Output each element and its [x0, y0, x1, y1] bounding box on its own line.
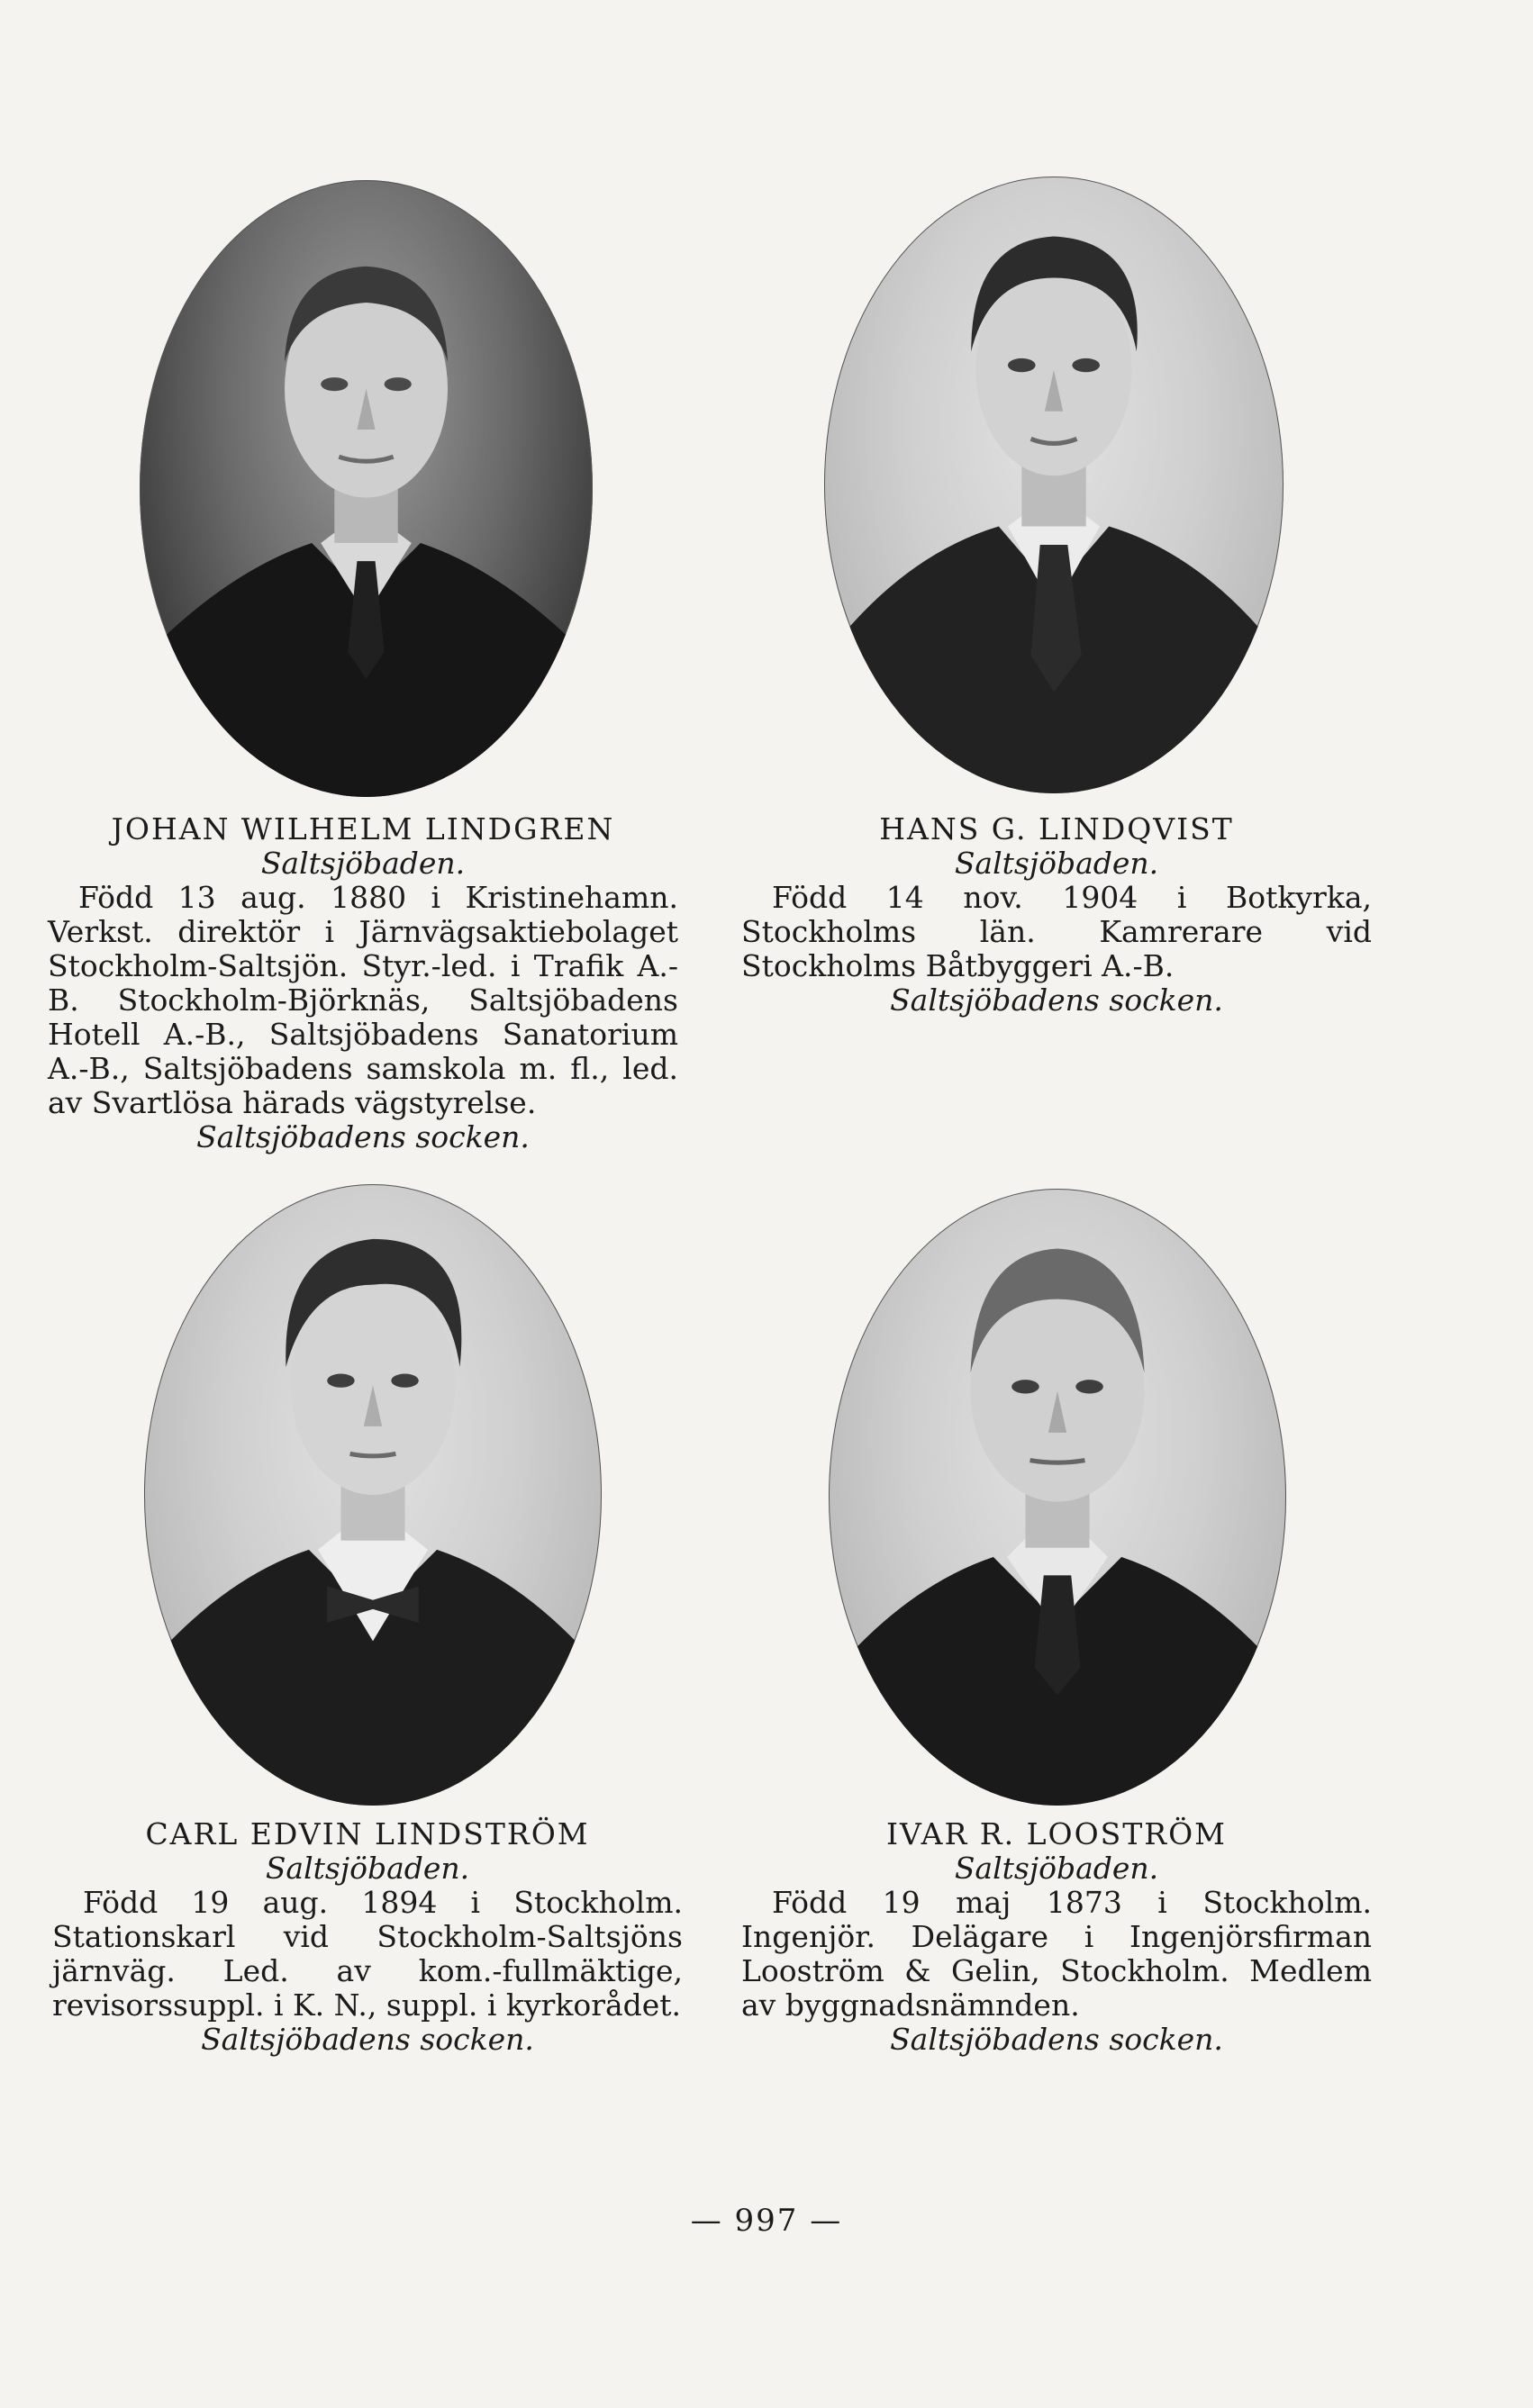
parish: Saltsjöbadens socken. [201, 2022, 534, 2057]
biography: Född 19 maj 1873 i Stockholm. Ingenjör. Delägare i Ingenjörsfirman Looström & Gelin, Stockholm. Medlem av byggnadsnämnden. [741, 1885, 1372, 2023]
person-name: HANS G. LINDQVIST [879, 811, 1234, 846]
person-name: IVAR R. LOOSTRÖM [886, 1816, 1227, 1851]
parish: Saltsjöbadens socken. [890, 2022, 1223, 2057]
residence: Saltsjöbaden. [954, 1851, 1159, 1886]
biography: Född 13 aug. 1880 i Kristinehamn. Verkst. direktör i Järnvägsaktiebolaget Stockholm-Saltsjön. Styr.-led. i Trafik A.-B. Stockholm-Björknäs, Saltsjöbadens Hotell A.-B., Saltsjöbadens Sanatorium A.-B., Saltsjöbadens samskola m. fl., led. av Svartlösa härads vägstyrelse. [48, 880, 678, 1120]
residence: Saltsjöbaden. [260, 846, 466, 881]
parish: Saltsjöbadens socken. [890, 982, 1223, 1018]
portrait-photo [144, 1184, 602, 1806]
biography: Född 14 nov. 1904 i Botkyrka, Stockholms län. Kamrerare vid Stockholms Båtbyggeri A.-B. [741, 880, 1372, 983]
page-number: — 997 — [690, 2203, 843, 2239]
residence: Saltsjöbaden. [265, 1851, 470, 1886]
parish: Saltsjöbadens socken. [196, 1119, 530, 1154]
portrait-photo [140, 180, 593, 797]
portrait-photo [829, 1189, 1286, 1806]
residence: Saltsjöbaden. [954, 846, 1159, 881]
person-name: JOHAN WILHELM LINDGREN [111, 811, 615, 846]
person-name: CARL EDVIN LINDSTRÖM [145, 1816, 590, 1851]
portrait-photo [824, 177, 1284, 793]
biography: Född 19 aug. 1894 i Stockholm. Stationskarl vid Stockholm-Saltsjöns järnväg. Led. av kom.-fullmäktige, revisorssuppl. i K. N., suppl. i kyrkorådet. [52, 1885, 683, 2023]
